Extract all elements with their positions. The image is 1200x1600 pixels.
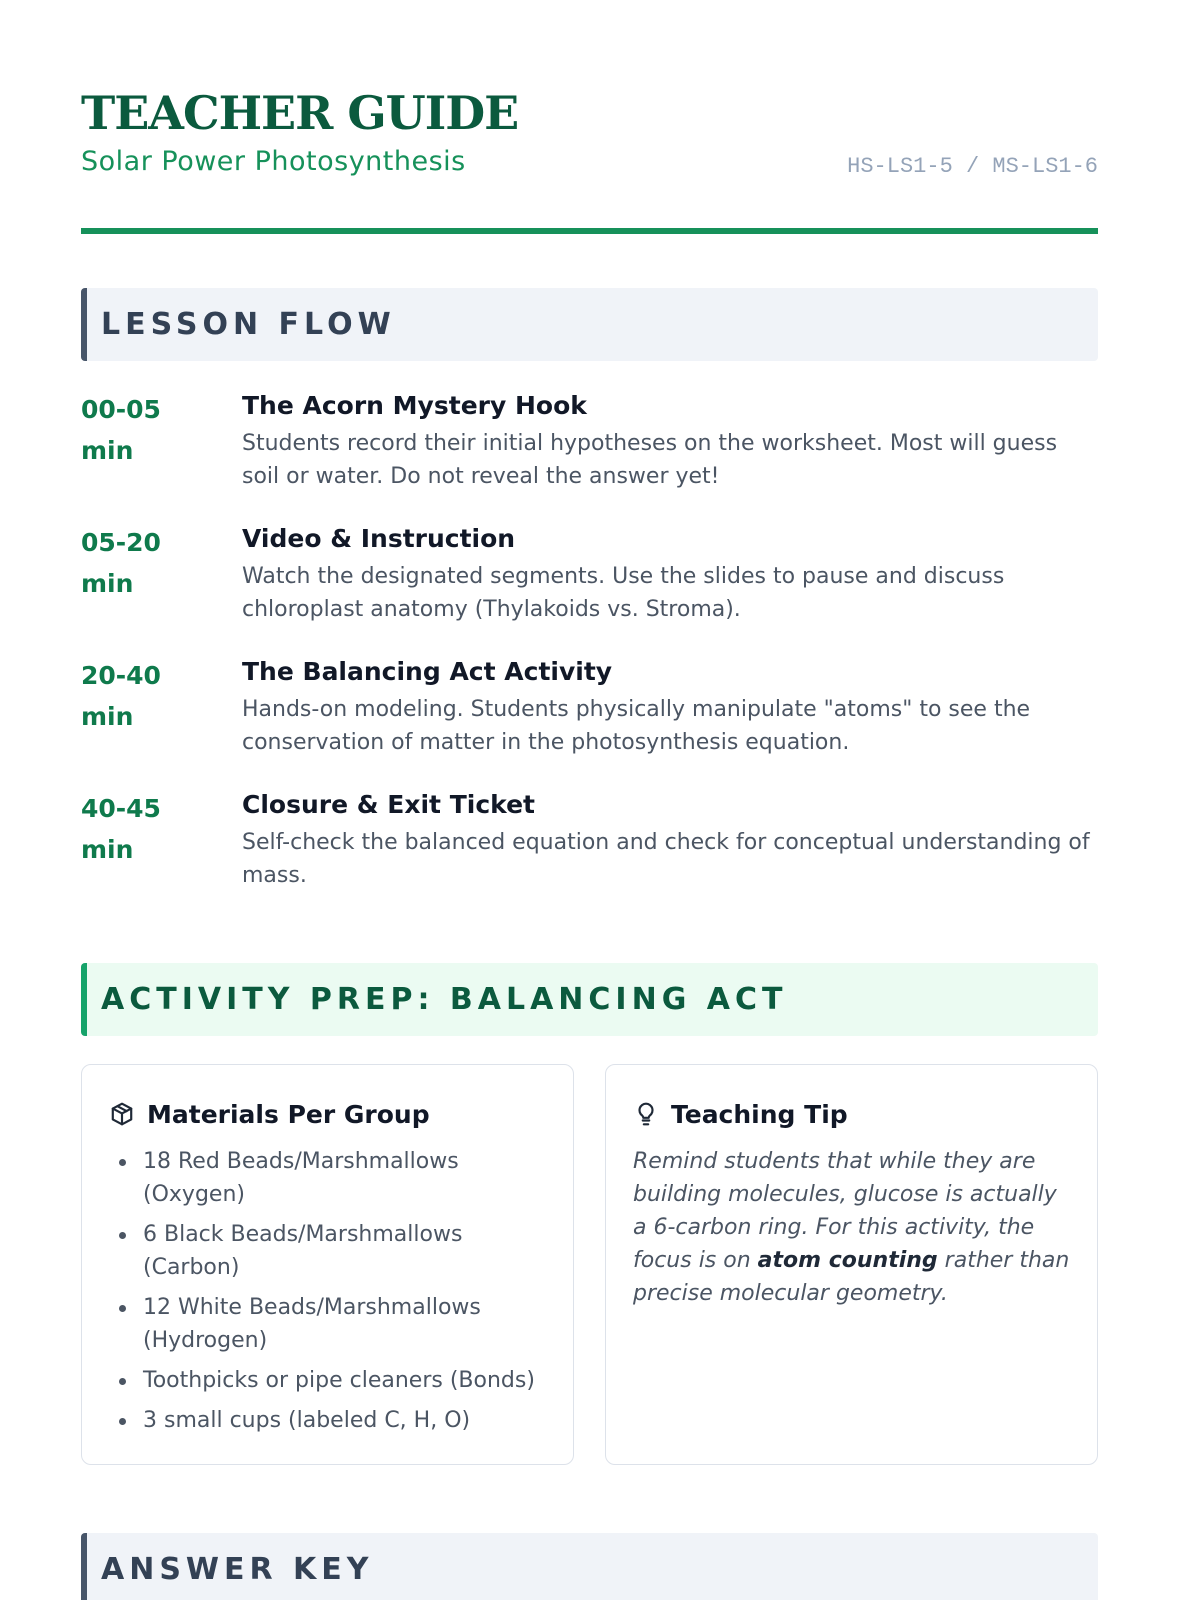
flow-step-body: [242, 522, 1098, 655]
materials-list: [109, 1145, 546, 1437]
tip-text-emphasis: atom counting: [757, 1248, 938, 1273]
teaching-tip-text: [633, 1145, 1070, 1310]
activity-prep-heading: [81, 963, 1098, 1036]
guide-header: [81, 0, 1098, 234]
flow-step-description: Students record their initial hypotheses on the worksheet. Most will guess soil or water. Do not reveal the answer yet!: [242, 431, 1058, 489]
list-item: 18 Red Beads/Marshmallows (Oxygen): [117, 1145, 546, 1211]
time-range: 40-45: [81, 794, 161, 823]
standards-code: HS-LS1-5 / MS-LS1-6: [847, 154, 1098, 179]
tip-text-end: rather than precise molecular geometry.: [633, 1248, 1070, 1306]
materials-card-header: [109, 1097, 546, 1131]
lesson-flow-list: [81, 389, 1098, 921]
time-unit: min: [81, 702, 134, 731]
time-range: 20-40: [81, 661, 161, 690]
teaching-tip-header: [633, 1097, 1070, 1131]
page-title: TEACHER GUIDE: [81, 86, 519, 140]
tip-text-start: Remind students that while they are building molecules, glucose is actually a 6-carbon ring. For this activity, the focus is on: [633, 1149, 1057, 1273]
lesson-flow-heading: [81, 288, 1098, 361]
flow-step-title: Video & Instruction: [242, 524, 516, 553]
flow-step-title: Closure & Exit Ticket: [242, 790, 535, 819]
section-title: ACTIVITY PREP: BALANCING ACT: [101, 982, 788, 1017]
lightbulb-icon: [633, 1101, 659, 1127]
flow-step-time: [81, 522, 242, 655]
list-item: 6 Black Beads/Marshmallows (Carbon): [117, 1218, 546, 1284]
flow-step-body: [242, 655, 1098, 788]
flow-step-body: [242, 788, 1098, 921]
time-unit: min: [81, 436, 134, 465]
answer-key-heading: [81, 1533, 1098, 1600]
teaching-tip-card: [605, 1064, 1098, 1465]
list-item: 3 small cups (labeled C, H, O): [117, 1404, 546, 1437]
flow-step-description: Hands-on modeling. Students physically manipulate "atoms" to see the conservation of matter in the photosynthesis equation.: [242, 697, 1031, 755]
page-subtitle: Solar Power Photosynthesis: [81, 146, 466, 177]
list-item: Toothpicks or pipe cleaners (Bonds): [117, 1364, 546, 1397]
list-item: 12 White Beads/Marshmallows (Hydrogen): [117, 1291, 546, 1357]
materials-card-title: Materials Per Group: [147, 1099, 430, 1129]
flow-step-title: The Acorn Mystery Hook: [242, 391, 587, 420]
flow-step-description: Self-check the balanced equation and check for conceptual understanding of mass.: [242, 830, 1090, 888]
materials-card: [81, 1064, 574, 1465]
section-title: ANSWER KEY: [101, 1552, 374, 1587]
time-range: 00-05: [81, 395, 161, 424]
flow-step-body: [242, 389, 1098, 522]
box-icon: [109, 1101, 135, 1127]
flow-step: [81, 389, 1098, 522]
flow-step: [81, 655, 1098, 788]
section-title: LESSON FLOW: [101, 307, 396, 342]
time-unit: min: [81, 835, 134, 864]
flow-step-time: [81, 389, 242, 522]
flow-step: [81, 522, 1098, 655]
teaching-tip-title: Teaching Tip: [671, 1099, 848, 1129]
flow-step-title: The Balancing Act Activity: [242, 657, 613, 686]
time-unit: min: [81, 569, 134, 598]
flow-step-time: [81, 788, 242, 921]
time-range: 05-20: [81, 528, 161, 557]
flow-step: [81, 788, 1098, 921]
flow-step-time: [81, 655, 242, 788]
flow-step-description: Watch the designated segments. Use the slides to pause and discuss chloroplast anatomy (Thylakoids vs. Stroma).: [242, 564, 1005, 622]
activity-prep-cards: [81, 1064, 1098, 1465]
